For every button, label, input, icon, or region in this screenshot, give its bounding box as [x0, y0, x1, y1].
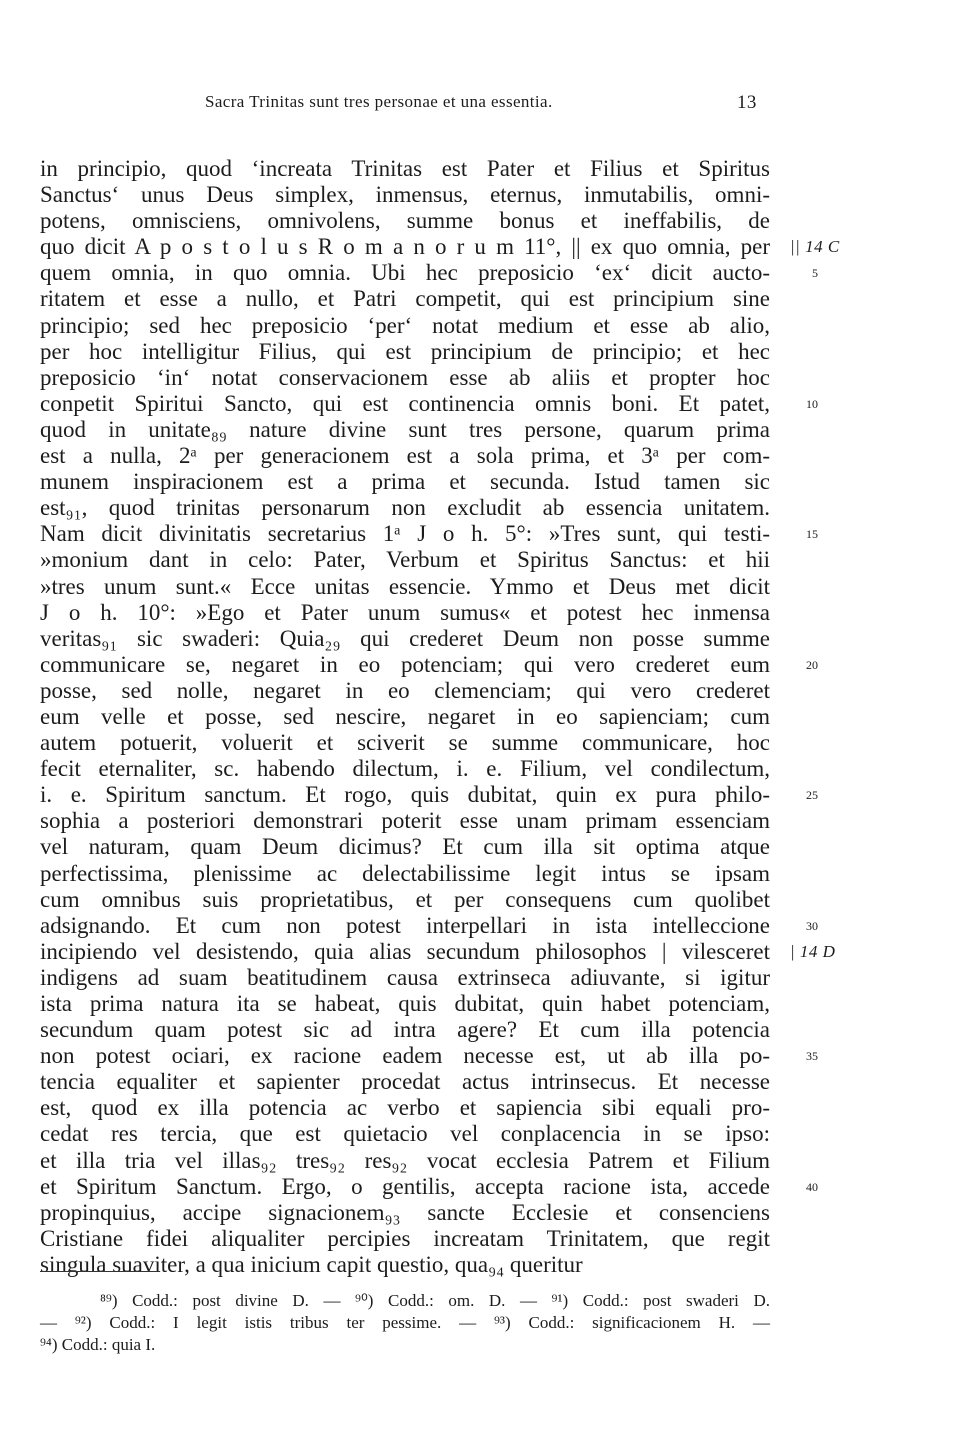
- line-number: 30: [806, 918, 818, 933]
- line-text: i. e. Spiritum sanctum. Et rogo, quis dubitat, quin ex pura philo-: [40, 782, 770, 808]
- line-text: est a nulla, 2ᵃ per generacionem est a sola prima, et 3ᵃ per com-: [40, 443, 770, 469]
- line-text: veritas₉₁ sic swaderi: Quia₂₉ qui crederet Deum non posse summe: [40, 625, 770, 651]
- line-text: per hoc intelligitur Filius, qui est principium de principio; et hec: [40, 338, 770, 364]
- line-text: non potest ociari, ex racione eadem necesse est, ut ab illa po-: [40, 1043, 770, 1069]
- text-line: [40, 390, 818, 417]
- text-line: [40, 1148, 770, 1174]
- text-line: [40, 1252, 770, 1278]
- line-text: »tres unum sunt.« Ecce unitas essencie. Ymmo et Deus met dicit: [40, 573, 770, 599]
- line-number: 10: [806, 396, 818, 411]
- text-line: [40, 1095, 770, 1121]
- text-line: [40, 651, 818, 678]
- main-text: [40, 156, 840, 1278]
- text-line: [40, 965, 770, 991]
- line-text: et illa tria vel illas₉₂ tres₉₂ res₉₂ vocat ecclesia Patrem et Filium: [40, 1147, 770, 1173]
- line-text: Cristiane fidei aliqualiter percipies increatam Trinitatem, que regit: [40, 1225, 770, 1251]
- line-text: fecit eternaliter, sc. habendo dilectum, i. e. Filium, vel condilectum,: [40, 756, 770, 782]
- line-text: posse, sed nolle, negaret in eo clemenciam; qui vero crederet: [40, 677, 770, 703]
- text-line: [40, 861, 770, 887]
- text-line: [40, 678, 770, 704]
- text-line: [40, 286, 770, 312]
- line-number: 25: [806, 788, 818, 803]
- text-line: [40, 808, 770, 834]
- line-text: quo dicit A p o s t o l u s R o m a n o r u m 11°, || ex quo omnia, per: [40, 234, 770, 260]
- text-line: [40, 574, 770, 600]
- line-text: secundum quam potest sic ad intra agere? Et cum illa potencia: [40, 1017, 770, 1043]
- text-line: [40, 182, 770, 208]
- line-text: autem potuerit, voluerit et sciverit se summe communicare, hoc: [40, 730, 770, 756]
- line-text: vel naturam, quam Deum dicimus? Et cum illa sit optima atque: [40, 834, 770, 860]
- text-line: [40, 313, 770, 339]
- line-text: est, quod ex illa potencia ac verbo et sapiencia sibi equali pro-: [40, 1095, 770, 1121]
- footnote-line: ⁸⁹) Codd.: post divine D. — ⁹⁰) Codd.: om. D. — ⁹¹) Codd.: post swaderi D.: [100, 1291, 770, 1310]
- line-text: in principio, quod ‘increata Trinitas est Pater et Filius et Spiritus: [40, 156, 770, 181]
- text-line: [40, 547, 770, 573]
- text-line: [40, 469, 770, 495]
- text-line: [40, 912, 818, 939]
- running-head: [0, 92, 960, 122]
- line-text: indigens ad suam beatitudinem causa extrinseca adiuvante, si igitur: [40, 964, 770, 990]
- text-line: [40, 521, 818, 547]
- footnote-line: — ⁹²) Codd.: I legit istis tribus ter pessime. — ⁹³) Codd.: significacionem H. —: [40, 1313, 770, 1332]
- text-line: [40, 443, 770, 469]
- text-line: [40, 365, 770, 391]
- line-text: perfectissima, plenissime ac delectabilissime legit intus se ipsam: [40, 860, 770, 886]
- text-line: [40, 1069, 770, 1095]
- line-text: et Spiritum Sanctum. Ergo, o gentilis, accepta racione ista, accede: [40, 1173, 770, 1199]
- text-line: [40, 1121, 770, 1147]
- margin-folio-reference: || 14 C: [790, 237, 840, 257]
- line-number: 5: [812, 266, 818, 281]
- text-line: [40, 495, 770, 521]
- text-line: [40, 730, 770, 756]
- line-number: 15: [806, 527, 818, 542]
- line-text: incipiendo vel desistendo, quia alias secundum philosophos | vilesceret: [40, 938, 770, 964]
- line-text: munem inspiracionem est a prima et secunda. Istud tamen sic: [40, 469, 770, 495]
- footnote-rule: [40, 1271, 160, 1272]
- text-line: [40, 1017, 770, 1043]
- line-text: J o h. 10°: »Ego et Pater unum sumus« et potest hec inmensa: [40, 599, 770, 625]
- line-text: sophia a posteriori demonstrari poterit esse unam primam essenciam: [40, 808, 770, 834]
- line-text: conpetit Spiritui Sancto, qui est continencia omnis boni. Et patet,: [40, 390, 770, 416]
- line-text: ista prima natura ita se habeat, quis dubitat, quin habet potenciam,: [40, 991, 770, 1016]
- line-text: adsignando. Et cum non potest interpellari in ista intelleccione: [40, 912, 770, 938]
- text-line: [40, 756, 770, 782]
- page-number: 13: [737, 92, 757, 113]
- text-line: [40, 339, 770, 365]
- line-number: 40: [806, 1179, 818, 1194]
- line-text: »monium dant in celo: Pater, Verbum et Spiritus Sanctus: et hii: [40, 547, 770, 573]
- text-line: [40, 208, 770, 234]
- line-text: ritatem et esse a nullo, et Patri competit, qui est principium sine: [40, 286, 770, 312]
- margin-folio-reference: | 14 D: [790, 941, 836, 961]
- line-text: Nam dicit divinitatis secretarius 1ᵃ J o h. 5°: »Tres sunt, qui testi-: [40, 521, 770, 547]
- line-text: communicare se, negaret in eo potenciam; qui vero crederet eum: [40, 651, 770, 677]
- text-line: [40, 991, 770, 1017]
- line-text: Sanctus‘ unus Deus simplex, inmensus, eternus, inmutabilis, omni-: [40, 182, 770, 208]
- footnote-line: ⁹⁴) Codd.: quia I.: [40, 1335, 156, 1354]
- line-text: cum omnibus suis proprietatibus, et per consequens cum quolibet: [40, 886, 770, 912]
- text-line: [40, 417, 770, 443]
- line-number: 35: [806, 1049, 818, 1064]
- text-line: [40, 1226, 770, 1252]
- text-line: [40, 704, 770, 730]
- text-line: [40, 1173, 818, 1200]
- line-text: preposicio ‘in‘ notat conservacionem esse ab aliis et propter hoc: [40, 364, 770, 390]
- footnotes: [40, 1290, 770, 1356]
- line-text: eum velle et posse, sed nescire, negaret in eo sapienciam; cum: [40, 703, 770, 729]
- line-text: est₉₁, quod trinitas personarum non excludit ab essencia unitatem.: [40, 495, 770, 521]
- running-title: Sacra Trinitas sunt tres personae et una essentia.: [205, 92, 553, 111]
- line-number: 20: [806, 657, 818, 672]
- text-line: [40, 834, 770, 860]
- line-text: quod in unitate₈₉ nature divine sunt tres persone, quarum prima: [40, 416, 770, 442]
- line-text: singula suaviter, a qua inicium capit questio, qua₉₄ queritur: [40, 1251, 583, 1277]
- text-line: [40, 260, 818, 286]
- line-text: quem omnia, in quo omnia. Ubi hec preposicio ‘ex‘ dicit aucto-: [40, 260, 770, 286]
- text-line: [40, 234, 840, 260]
- text-line: [40, 600, 770, 626]
- text-line: [40, 782, 818, 808]
- text-line: [40, 1043, 818, 1069]
- line-text: cedat res tercia, que est quietacio vel conplacencia in se ipso:: [40, 1121, 770, 1147]
- text-line: [40, 626, 770, 652]
- line-text: potens, omnisciens, omnivolens, summe bonus et ineffabilis, de: [40, 208, 770, 234]
- line-text: propinquius, accipe signacionem₉₃ sancte Ecclesie et consenciens: [40, 1199, 770, 1225]
- text-line: [40, 156, 770, 182]
- text-line: [40, 938, 836, 965]
- text-line: [40, 887, 770, 913]
- text-line: [40, 1200, 770, 1226]
- line-text: tencia equaliter et sapienter procedat actus intrinsecus. Et necesse: [40, 1069, 770, 1095]
- line-text: principio; sed hec preposicio ‘per‘ notat medium et esse ab alio,: [40, 312, 770, 338]
